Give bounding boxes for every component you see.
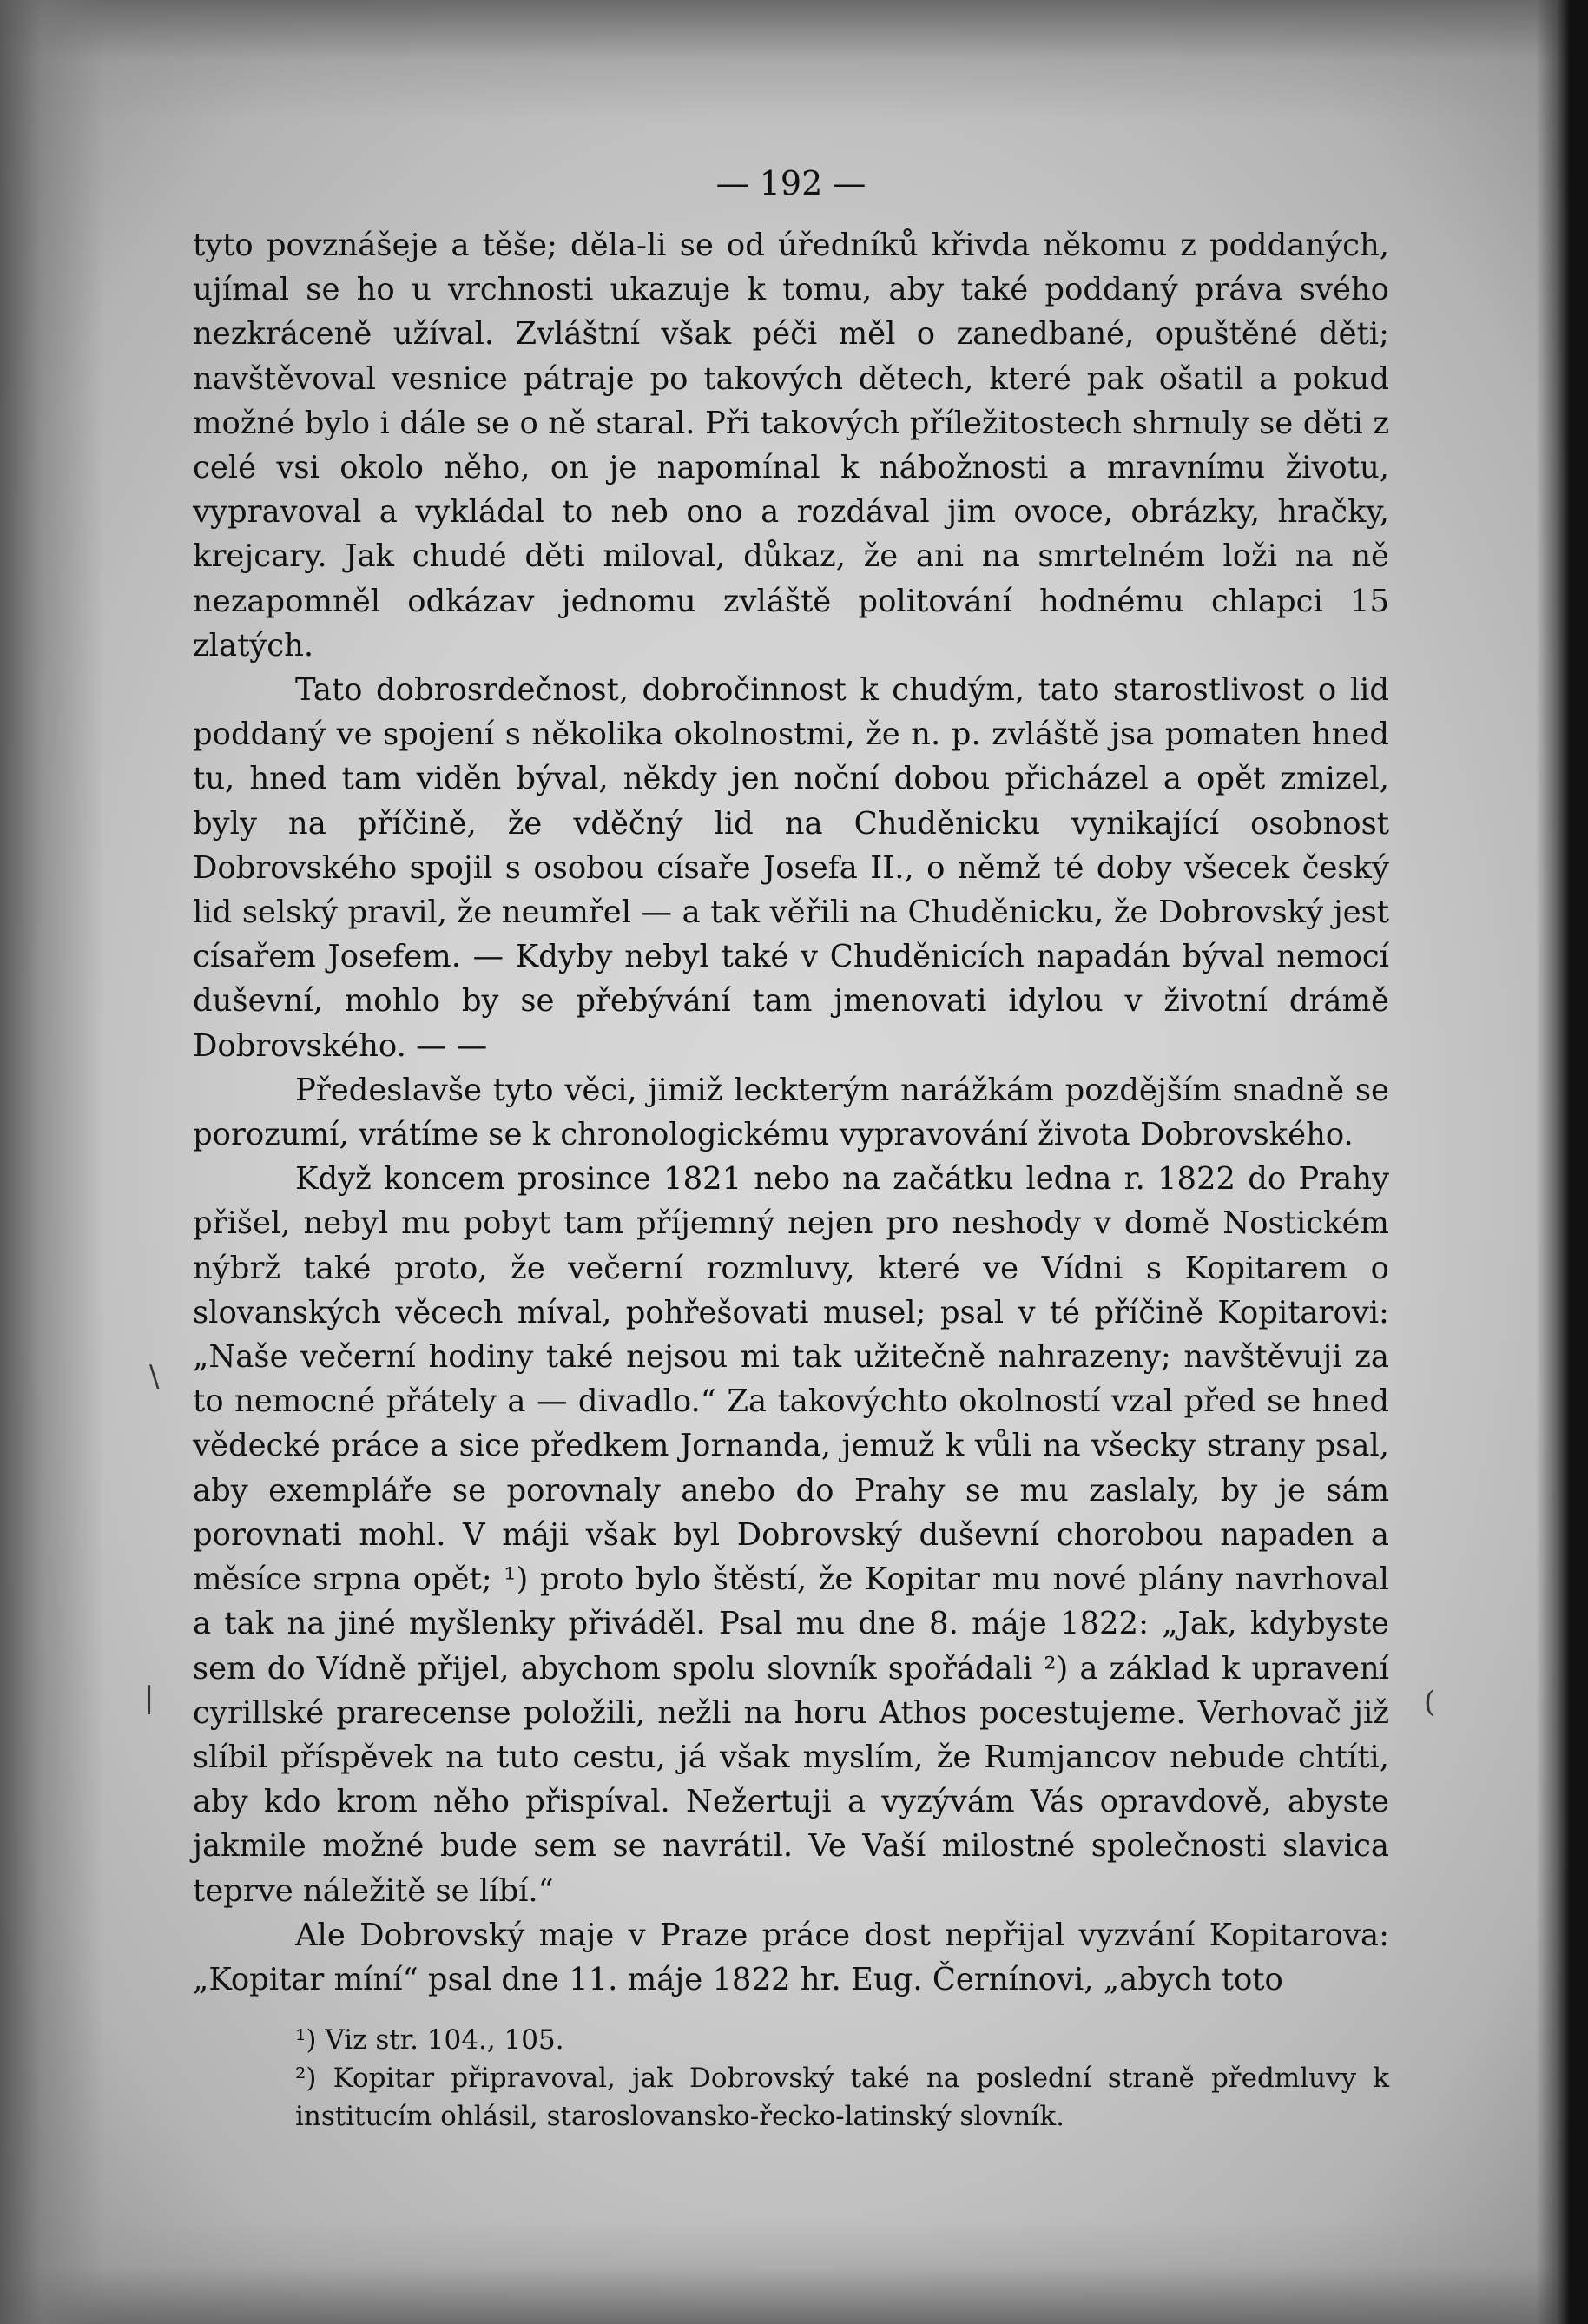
footnotes [193, 2021, 1389, 2136]
page-number: — 192 — [715, 164, 866, 202]
scan-shadow-right [1536, 0, 1588, 2324]
paragraph-2: Tato dobrosrdečnost, dobročinnost k chudým, tato starostlivost o lid poddaný ve spojení s několika okolnostmi, že n. p. zvláště jsa pomaten hned tu, hned tam viděn býval, někdy jen noční dobou přicházel a opět zmizel, byly na příčině, že vděčný lid na Chuděnicku vynikající osobnost Dobrovského spojil s osobou císaře Josefa II., o němž té doby všecek český lid selský pravil, že neumřel — a tak věřili na Chuděnicku, že Dobrovský jest císařem Josefem. — Kdyby nebyl také v Chuděnicích napadán býval nemocí duševní, mohlo by se přebývání tam jmenovati idylou v životní drámě Dobrovského. — — [193, 672, 1389, 1064]
paragraph-4: Když koncem prosince 1821 nebo na začátku ledna r. 1822 do Prahy přišel, nebyl mu pobyt tam příjemný nejen pro neshody v domě Nostickém nýbrž také proto, že večerní rozmluvy, které ve Vídni s Kopitarem o slovanských věcech míval, pohřešovati musel; psal v té příčině Kopitarovi: „Naše večerní hodiny také nejsou mi tak užitečně nahrazeny; navštěvuji za to nemocné přátely a — divadlo.“ Za takovýchto okolností vzal před se hned vědecké práce a sice předkem Jornanda, jemuž k vůli na všecky strany psal, aby exempláře se porovnaly anebo do Prahy se mu zaslaly, by je sám porovnati mohl. V máji však byl Dobrovský duševní chorobou napaden a měsíce srpna opět; ¹) proto bylo štěstí, že Kopitar mu nové plány navrhoval a tak na jiné myšlenky přiváděl. Psal mu dne 8. máje 1822: „Jak, kdybyste sem do Vídně přijel, abychom spolu slovník spořádali ²) a základ k upravení cyrillské prarecense položili, nežli na horu Athos pocestujeme. Verhovač již slíbil příspěvek na tuto cestu, já však myslím, že Rumjancov nebude chtíti, aby kdo krom něho přispíval. Nežertuji a vyzývám Vás opravdově, abyste jakmile možné bude sem se navrátil. Ve Vaší milostné společnosti slavica teprve náležitě se líbí.“ [193, 1161, 1389, 1909]
page-content [193, 161, 1389, 2136]
scan-shadow-top [0, 0, 1588, 122]
margin-mark: | [144, 1680, 155, 1715]
scan-shadow-bottom [0, 2220, 1588, 2324]
margin-mark: ( [1424, 1685, 1436, 1720]
paragraph-5: Ale Dobrovský maje v Praze práce dost nepřijal vyzvání Kopitarova: „Kopitar míní“ psal dne 11. máje 1822 hr. Eug. Černínovi, „abych toto [193, 1917, 1389, 1997]
footnote-1: ¹) Viz str. 104., 105. [295, 2024, 564, 2057]
paragraph-3: Předeslavše tyto věci, jimiž leckterým narážkám pozdějším snadně se porozumí, vrátíme se k chronologickému vypravování života Dobrovského. [193, 1072, 1389, 1153]
paragraph-1: tyto povznášeje a těše; děla-li se od úředníků křivda někomu z poddaných, ujímal se ho u vrchnosti ukazuje k tomu, aby také poddaný práva svého nezkráceně užíval. Zvláštní však péči měl o zanedbané, opuštěné děti; navštěvoval vesnice pátraje po takových dětech, které pak ošatil a pokud možné bylo i dále se o ně staral. Při takových příležitostech shrnuly se děti z celé vsi okolo něho, on je napomínal k nábožnosti a mravnímu životu, vypravoval a vykládal to neb ono a rozdával jim ovoce, obrázky, hračky, krejcary. Jak chudé děti miloval, důkaz, že ani na smrtelném loži na ně nezapomněl odkázav jednomu zvláště politování hodnému chlapci 15 zlatých. [193, 228, 1389, 664]
footnote-2: ²) Kopitar připravoval, jak Dobrovský také na poslední straně předmluvy k institucím ohlásil, staroslovansko-řecko-latinský slovník. [295, 2063, 1389, 2133]
margin-mark: \ [149, 1359, 160, 1394]
scan-shadow-left [0, 0, 104, 2324]
